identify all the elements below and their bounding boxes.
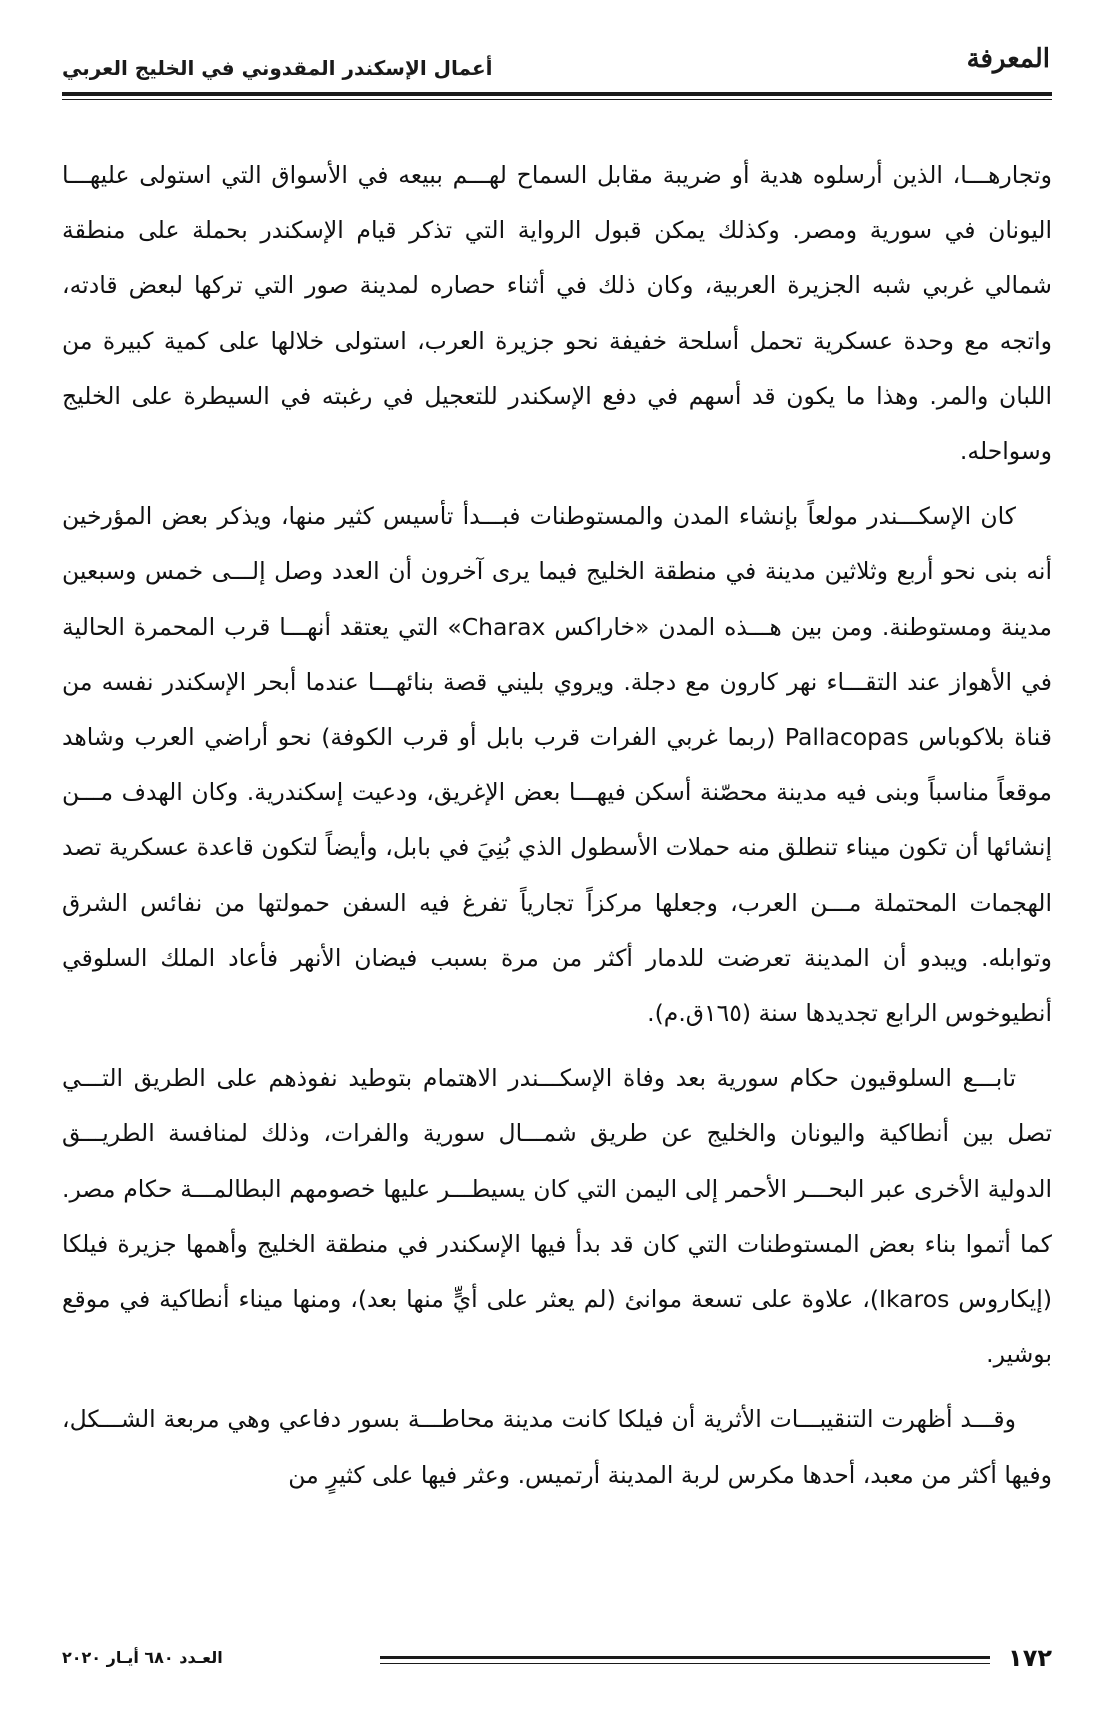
article-body (62, 148, 1052, 1513)
paragraph-2: كان الإسكـــندر مولعاً بإنشاء المدن والمستوطنات فبـــدأ تأسيس كثير منها، ويذكر بعض المؤرخين أنه بنى نحو أربع وثلاثين مدينة في منطقة الخليج فيما يرى آخرون أن العدد وصل إلـــى خمس وسبعين مدينة ومستوطنة. ومن بين هـــذه المدن «خاراكس Charax» التي يعتقد أنهـــا قرب المحمرة الحالية في الأهواز عند التقـــاء نهر كارون مع دجلة. ويروي بليني قصة بنائهـــا عندما أبحر الإسكندر نفسه من قناة بلاكوباس Pallacopas (ربما غربي الفرات قرب بابل أو قرب الكوفة) نحو أراضي العرب وشاهد موقعاً مناسباً وبنى فيه مدينة محصّنة أسكن فيهـــا بعض الإغريق، ودعيت إسكندرية. وكان الهدف مـــن إنشائها أن تكون ميناء تنطلق منه حملات الأسطول الذي بُنِيَ في بابل، وأيضاً لتكون قاعدة عسكرية تصد الهجمات المحتملة مـــن العرب، وجعلها مركزاً تجارياً تفرغ فيه السفن حمولتها من نفائس الشرق وتوابله. ويبدو أن المدينة تعرضت للدمار أكثر من مرة بسبب فيضان الأنهر فأعاد الملك السلوقي أنطيوخوس الرابع تجديدها سنة (١٦٥ق.م). (62, 502, 1053, 1028)
paragraph-3: تابـــع السلوقيون حكام سورية بعد وفاة الإسكـــندر الاهتمام بتوطيد نفوذهم على الطريق التـــي تصل بين أنطاكية واليونان والخليج عن طريق شمـــال سورية والفرات، وذلك لمنافسة الطريـــق الدولية الأخرى عبر البحـــر الأحمر إلى اليمن التي كان يسيطـــر عليها خصومهم البطالمـــة حكام مصر. كما أتموا بناء بعض المستوطنات التي كان قد بدأ فيها الإسكندر في منطقة الخليج وأهمها جزيرة فيلكا (إيكاروس Ikaros)، علاوة على تسعة موانئ (لم يعثر على أيٍّ منها بعد)، ومنها ميناء أنطاكية في موقع بوشير. (62, 1064, 1052, 1369)
magazine-title: المعرفة (966, 44, 1050, 74)
page-header (62, 44, 1052, 92)
issue-info: العـدد ٦٨٠ أيـار ٢٠٢٠ (62, 1648, 223, 1667)
header-divider-thin (62, 99, 1052, 100)
paragraph-1: وتجارهـــا، الذين أرسلوه هدية أو ضريبة مقابل السماح لهـــم ببيعه في الأسواق التي استولى عليهـــا اليونان في سورية ومصر. وكذلك يمكن قبول الرواية التي تذكر قيام الإسكندر بحملة على منطقة شمالي غربي شبه الجزيرة العربية، وكان ذلك في أثناء حصاره لمدينة صور التي تركها لبعض قادته، واتجه مع وحدة عسكرية تحمل أسلحة خفيفة نحو جزيرة العرب، استولى خلالها على كمية كبيرة من اللبان والمر. وهذا ما يكون قد أسهم في دفع الإسكندر للتعجيل في رغبته في السيطرة على الخليج وسواحله. (62, 161, 1052, 466)
page-footer (62, 1644, 1052, 1684)
header-divider (62, 92, 1052, 96)
footer-divider-thin (380, 1663, 990, 1664)
article-title: أعمال الإسكندر المقدوني في الخليج العربي (62, 56, 493, 80)
footer-divider (380, 1656, 990, 1659)
page-number: ١٧٢ (1008, 1644, 1052, 1672)
paragraph-4: وقـــد أظهرت التنقيبـــات الأثرية أن فيلكا كانت مدينة محاطـــة بسور دفاعي وهي مربعة الشـــكل، وفيها أكثر من معبد، أحدها مكرس لربة المدينة أرتميس. وعثر فيها على كثيرٍ من (62, 1405, 1052, 1489)
